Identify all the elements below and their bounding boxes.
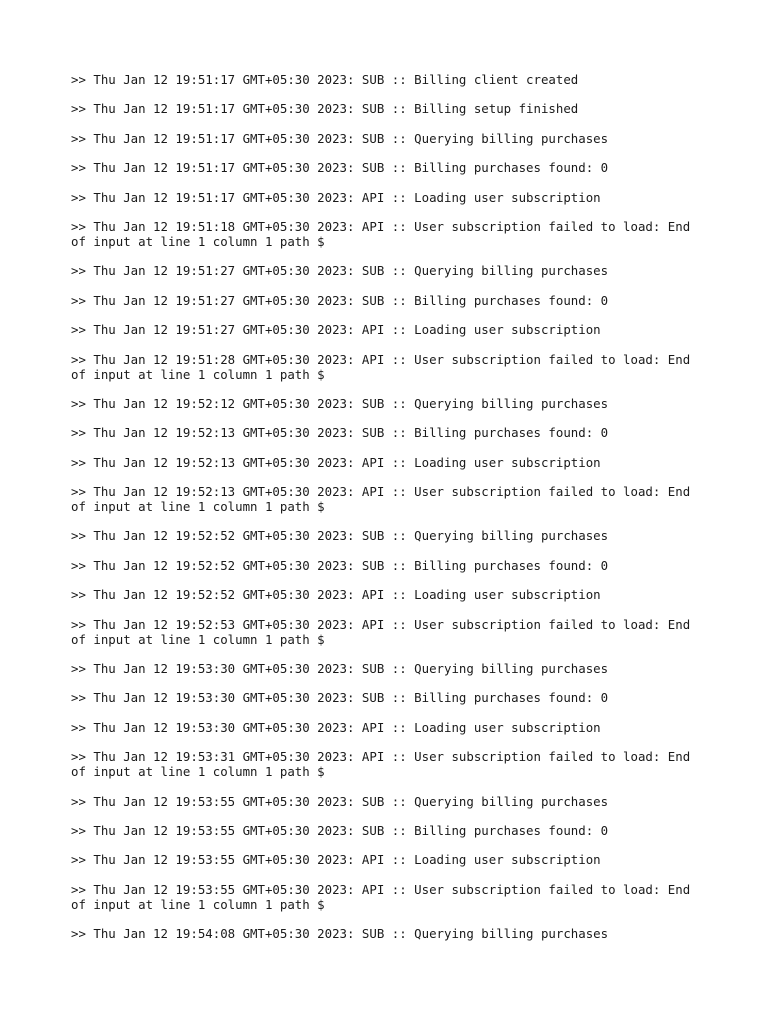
- log-entry: >> Thu Jan 12 19:52:12 GMT+05:30 2023: SUB :: Querying billing purchases: [71, 395, 609, 411]
- log-entry: >> Thu Jan 12 19:52:52 GMT+05:30 2023: SUB :: Querying billing purchases: [71, 528, 609, 544]
- log-entry: >> Thu Jan 12 19:52:13 GMT+05:30 2023: API :: User subscription failed to load: End of input at line 1 column 1 path $: [71, 484, 698, 515]
- log-entry: >> Thu Jan 12 19:52:52 GMT+05:30 2023: API :: Loading user subscription: [71, 587, 601, 603]
- log-view: [71, 72, 711, 956]
- log-entry: >> Thu Jan 12 19:53:55 GMT+05:30 2023: SUB :: Billing purchases found: 0: [71, 822, 609, 838]
- log-entry: >> Thu Jan 12 19:51:17 GMT+05:30 2023: SUB :: Billing setup finished: [71, 101, 579, 117]
- log-entry: >> Thu Jan 12 19:51:17 GMT+05:30 2023: SUB :: Querying billing purchases: [71, 130, 609, 146]
- log-entry: >> Thu Jan 12 19:51:18 GMT+05:30 2023: API :: User subscription failed to load: End of input at line 1 column 1 path $: [71, 218, 698, 249]
- log-entry: >> Thu Jan 12 19:51:27 GMT+05:30 2023: SUB :: Querying billing purchases: [71, 263, 609, 279]
- log-entry: >> Thu Jan 12 19:53:30 GMT+05:30 2023: API :: Loading user subscription: [71, 719, 601, 735]
- log-entry: >> Thu Jan 12 19:51:17 GMT+05:30 2023: API :: Loading user subscription: [71, 189, 601, 205]
- log-entry: >> Thu Jan 12 19:52:13 GMT+05:30 2023: API :: Loading user subscription: [71, 454, 601, 470]
- log-entry: >> Thu Jan 12 19:53:55 GMT+05:30 2023: SUB :: Querying billing purchases: [71, 793, 609, 809]
- log-entry: >> Thu Jan 12 19:51:28 GMT+05:30 2023: API :: User subscription failed to load: End of input at line 1 column 1 path $: [71, 351, 698, 382]
- log-entry: >> Thu Jan 12 19:54:08 GMT+05:30 2023: SUB :: Querying billing purchases: [71, 926, 609, 942]
- log-entry: >> Thu Jan 12 19:53:31 GMT+05:30 2023: API :: User subscription failed to load: End of input at line 1 column 1 path $: [71, 749, 698, 780]
- log-entry: >> Thu Jan 12 19:53:30 GMT+05:30 2023: SUB :: Querying billing purchases: [71, 661, 609, 677]
- log-entry: >> Thu Jan 12 19:52:53 GMT+05:30 2023: API :: User subscription failed to load: End of input at line 1 column 1 path $: [71, 616, 698, 647]
- log-entry: >> Thu Jan 12 19:53:30 GMT+05:30 2023: SUB :: Billing purchases found: 0: [71, 690, 609, 706]
- log-entry: >> Thu Jan 12 19:52:52 GMT+05:30 2023: SUB :: Billing purchases found: 0: [71, 557, 609, 573]
- log-entry: >> Thu Jan 12 19:53:55 GMT+05:30 2023: API :: Loading user subscription: [71, 852, 601, 868]
- log-entry: >> Thu Jan 12 19:51:27 GMT+05:30 2023: SUB :: Billing purchases found: 0: [71, 292, 609, 308]
- log-entry: >> Thu Jan 12 19:51:17 GMT+05:30 2023: SUB :: Billing client created: [71, 72, 579, 87]
- log-entry: >> Thu Jan 12 19:51:17 GMT+05:30 2023: SUB :: Billing purchases found: 0: [71, 160, 609, 176]
- log-entry: >> Thu Jan 12 19:51:27 GMT+05:30 2023: API :: Loading user subscription: [71, 322, 601, 338]
- log-entry: >> Thu Jan 12 19:53:55 GMT+05:30 2023: API :: User subscription failed to load: End of input at line 1 column 1 path $: [71, 881, 698, 912]
- log-entry: >> Thu Jan 12 19:52:13 GMT+05:30 2023: SUB :: Billing purchases found: 0: [71, 425, 609, 441]
